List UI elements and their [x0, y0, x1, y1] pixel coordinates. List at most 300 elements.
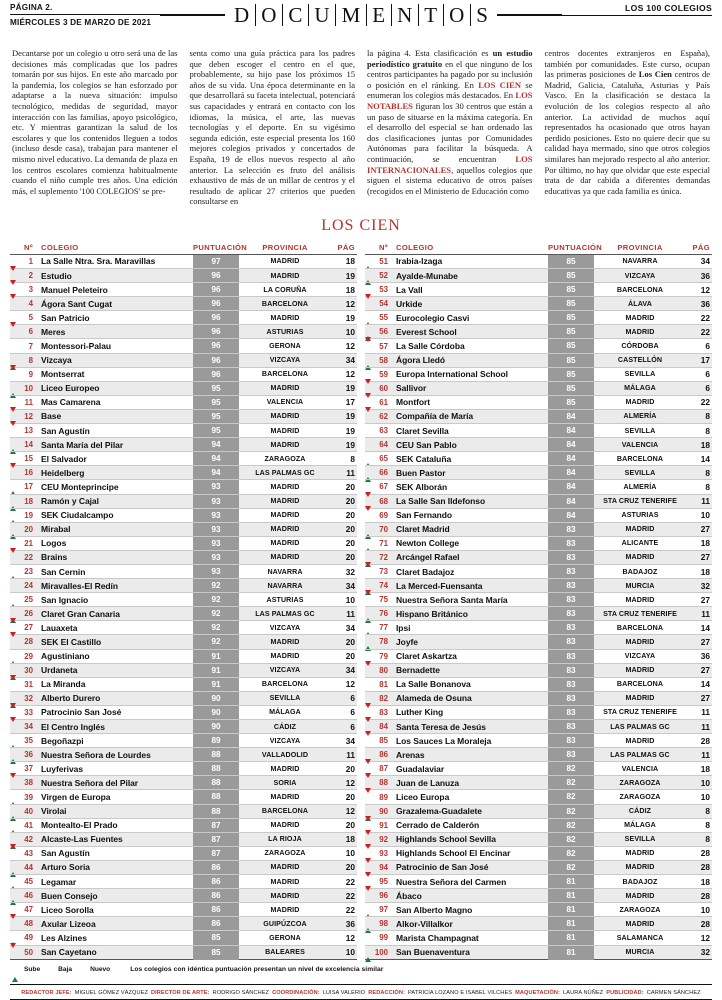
row-rank: 11 [24, 397, 33, 407]
table-row[interactable] [365, 832, 712, 846]
row-page: 20 [345, 763, 355, 774]
row-province: MADRID [625, 637, 655, 646]
row-trend-cell [10, 708, 19, 717]
table-row[interactable] [365, 310, 712, 324]
row-score: 92 [193, 593, 239, 607]
row-score: 93 [193, 523, 239, 537]
row-trend-cell [365, 778, 374, 787]
row-school-name: SEK El Castillo [41, 636, 102, 647]
row-rank: 10 [24, 383, 33, 393]
row-province: BADAJOZ [622, 567, 658, 576]
credit-val-3: LUISA VALERIO [322, 989, 366, 996]
row-trend-cell [10, 285, 19, 294]
row-trend-cell [10, 511, 19, 520]
table-row[interactable] [365, 663, 712, 677]
supplement-brand: LOS 100 COLEGIOS [562, 3, 712, 16]
row-school-name: Montealto-El Prado [41, 820, 118, 831]
row-rank: 63 [379, 426, 388, 436]
table-row[interactable] [365, 705, 712, 719]
row-page: 22 [700, 312, 710, 323]
table-row[interactable] [10, 818, 357, 832]
table-body-right [365, 254, 712, 959]
row-school-name: La Vall [396, 284, 423, 295]
table-row[interactable] [365, 451, 712, 465]
table-row[interactable] [10, 437, 357, 451]
row-rank: 62 [379, 411, 388, 421]
table-row[interactable] [365, 254, 712, 268]
row-trend-cell [365, 652, 374, 661]
row-trend-cell [10, 694, 19, 703]
row-rank: 54 [379, 299, 388, 309]
table-row[interactable] [365, 804, 712, 818]
row-school-name: Marista Champagnat [396, 932, 479, 943]
row-province: SEVILLA [624, 835, 656, 844]
credit-key-5: MAQUETACIÓN: [515, 989, 561, 996]
row-page: 10 [345, 848, 355, 859]
table-row[interactable] [10, 508, 357, 522]
row-school-name: Liceo Europa [396, 792, 450, 803]
table-row[interactable] [10, 550, 357, 564]
row-score: 83 [548, 734, 594, 748]
table-row[interactable] [10, 677, 357, 691]
row-trend-cell [365, 299, 374, 308]
table-row[interactable] [365, 324, 712, 338]
row-trend-cell [365, 623, 374, 632]
row-school-name: Grazalema-Guadalete [396, 806, 482, 817]
row-page: 14 [700, 679, 710, 690]
row-school-name: Nuestra Señora Santa María [396, 594, 508, 605]
table-row[interactable] [10, 409, 357, 423]
row-rank: 75 [379, 595, 388, 605]
table-row[interactable] [10, 761, 357, 775]
triangle-down-icon [365, 788, 371, 802]
row-score: 85 [193, 946, 239, 960]
table-row[interactable] [10, 254, 357, 268]
row-school-name: Montfort [396, 397, 431, 408]
table-row[interactable] [365, 296, 712, 310]
row-trend-cell [365, 511, 374, 520]
row-province: CASTELLÓN [617, 356, 663, 365]
row-rank: 51 [379, 256, 388, 266]
table-row[interactable] [10, 564, 357, 578]
table-row[interactable] [365, 465, 712, 479]
table-row[interactable] [10, 268, 357, 282]
table-row[interactable] [365, 381, 712, 395]
table-row[interactable] [10, 902, 357, 916]
row-rank: 39 [24, 792, 33, 802]
intro-c3-bold: un estudio periodístico gratuito [367, 48, 533, 69]
row-score: 83 [548, 650, 594, 664]
row-school-name: Meres [41, 326, 66, 337]
row-province: CÓRDOBA [621, 342, 659, 351]
table-row[interactable] [365, 945, 712, 959]
row-school-name: San Agustín [41, 425, 90, 436]
table-row[interactable] [365, 395, 712, 409]
row-school-name: Patrocinio de San José [396, 862, 489, 873]
table-row[interactable] [10, 324, 357, 338]
table-row[interactable] [10, 423, 357, 437]
row-trend-cell [10, 609, 19, 618]
row-page: 34 [700, 256, 710, 267]
row-province: MADRID [270, 440, 300, 449]
row-trend-cell [365, 948, 374, 957]
table-row[interactable] [365, 423, 712, 437]
row-province: CÁDIZ [273, 722, 297, 731]
row-province: ZARAGOZA [619, 778, 661, 787]
table-row[interactable] [365, 916, 712, 930]
row-score: 85 [548, 368, 594, 382]
row-province: ASTURIAS [266, 327, 304, 336]
table-row[interactable] [10, 578, 357, 592]
row-page: 28 [700, 735, 710, 746]
table-row[interactable] [365, 930, 712, 944]
row-school-name: Nuestra Señora de Lourdes [41, 749, 151, 760]
row-page: 19 [345, 312, 355, 323]
row-trend-cell [365, 342, 374, 351]
table-row[interactable] [365, 860, 712, 874]
row-trend-cell [365, 327, 374, 336]
row-score: 88 [193, 805, 239, 819]
row-score: 84 [548, 452, 594, 466]
triangle-down-icon [365, 590, 371, 604]
table-row[interactable] [365, 282, 712, 296]
table-row[interactable] [10, 930, 357, 944]
row-rank: 87 [379, 764, 388, 774]
row-school-name: Claret Gran Canaria [41, 608, 120, 619]
row-score: 81 [548, 917, 594, 931]
row-page: 8 [705, 467, 710, 478]
row-rank: 20 [24, 524, 33, 534]
table-row[interactable] [365, 353, 712, 367]
row-score: 85 [548, 325, 594, 339]
row-page: 27 [700, 594, 710, 605]
table-row[interactable] [10, 775, 357, 789]
table-row[interactable] [365, 338, 712, 352]
row-trend-cell [365, 525, 374, 534]
row-trend-cell [10, 933, 19, 942]
row-rank: 94 [379, 862, 388, 872]
row-school-name: Ágora Lledó [396, 355, 446, 366]
table-row[interactable] [365, 677, 712, 691]
table-row[interactable] [10, 310, 357, 324]
triangle-down-icon [365, 562, 371, 576]
intro-c3-e: se enumeran los colegios más destacados. En [367, 79, 533, 101]
table-row[interactable] [365, 874, 712, 888]
table-row[interactable] [365, 367, 712, 381]
table-row[interactable] [10, 649, 357, 663]
row-score: 83 [548, 565, 594, 579]
row-province: MURCIA [625, 948, 655, 957]
table-row[interactable] [10, 634, 357, 648]
row-page: 34 [345, 622, 355, 633]
table-row[interactable] [365, 606, 712, 620]
row-score: 96 [193, 368, 239, 382]
row-school-name: Claret Madrid [396, 524, 450, 535]
table-row[interactable] [365, 649, 712, 663]
table-row[interactable] [10, 465, 357, 479]
row-page: 11 [346, 749, 355, 760]
row-school-name: Mas Camarena [41, 397, 101, 408]
table-row[interactable] [365, 437, 712, 451]
row-score: 96 [193, 339, 239, 353]
row-page: 8 [350, 453, 355, 464]
table-row[interactable] [365, 789, 712, 803]
row-province: ALMERÍA [623, 482, 657, 491]
table-row[interactable] [365, 522, 712, 536]
row-school-name: Miravalles-El Redín [41, 580, 118, 591]
row-page: 20 [345, 862, 355, 873]
table-row[interactable] [10, 592, 357, 606]
row-province: MÁLAGA [269, 708, 301, 717]
table-row[interactable] [365, 818, 712, 832]
table-row[interactable] [365, 733, 712, 747]
row-trend-cell [10, 891, 19, 900]
masthead-letter-t-7: T [419, 4, 444, 26]
row-school-name: CEU Monteprincipe [41, 481, 119, 492]
row-score: 82 [548, 790, 594, 804]
table-row[interactable] [365, 719, 712, 733]
table-row[interactable] [365, 578, 712, 592]
table-row[interactable] [365, 620, 712, 634]
table-row[interactable] [10, 522, 357, 536]
row-rank: 88 [379, 778, 388, 788]
table-row[interactable] [10, 691, 357, 705]
row-trend-cell [365, 454, 374, 463]
row-rank: 56 [379, 327, 388, 337]
triangle-down-icon [10, 266, 16, 280]
row-rank: 21 [24, 538, 33, 548]
table-row[interactable] [365, 564, 712, 578]
row-province: VALENCIA [621, 764, 659, 773]
table-row[interactable] [365, 536, 712, 550]
row-trend-cell [10, 440, 19, 449]
row-page: 27 [700, 524, 710, 535]
ranking-table-right [365, 241, 712, 960]
table-row[interactable] [10, 747, 357, 761]
table-row[interactable] [10, 479, 357, 493]
row-school-name: Hispano Británico [396, 608, 468, 619]
row-score: 87 [193, 819, 239, 833]
row-province: MADRID [625, 863, 655, 872]
row-score: 83 [548, 692, 594, 706]
triangle-down-icon [46, 960, 55, 978]
row-score: 81 [548, 931, 594, 945]
row-page: 20 [345, 538, 355, 549]
table-row[interactable] [10, 353, 357, 367]
table-row[interactable] [365, 508, 712, 522]
row-school-name: Urdaneta [41, 665, 78, 676]
row-rank: 13 [24, 426, 33, 436]
row-school-name: Liceo Sorolla [41, 904, 94, 915]
table-row[interactable] [10, 296, 357, 310]
table-row[interactable] [10, 338, 357, 352]
table-row[interactable] [10, 860, 357, 874]
row-trend-cell [10, 482, 19, 491]
table-row[interactable] [10, 663, 357, 677]
table-row[interactable] [10, 367, 357, 381]
table-row[interactable] [10, 804, 357, 818]
table-row[interactable] [10, 705, 357, 719]
row-school-name: La Merced-Fuensanta [396, 580, 483, 591]
table-row[interactable] [365, 409, 712, 423]
row-score: 83 [548, 664, 594, 678]
row-rank: 29 [24, 651, 33, 661]
row-trend-cell [10, 722, 19, 731]
table-row[interactable] [10, 719, 357, 733]
row-rank: 2 [28, 271, 33, 281]
table-row[interactable] [365, 550, 712, 564]
table-row[interactable] [10, 916, 357, 930]
row-trend-cell [365, 736, 374, 745]
row-rank: 67 [379, 482, 388, 492]
row-school-name: San Ignacio [41, 594, 89, 605]
row-score: 84 [548, 424, 594, 438]
table-row[interactable] [10, 832, 357, 846]
row-page: 19 [345, 383, 355, 394]
row-score: 87 [193, 847, 239, 861]
row-page: 20 [345, 481, 355, 492]
table-row[interactable] [10, 451, 357, 465]
row-rank: 68 [379, 496, 388, 506]
row-school-name: Nuestra Señora del Carmen [396, 876, 507, 887]
row-rank: 38 [24, 778, 33, 788]
row-trend-cell [365, 539, 374, 548]
row-province: VALENCIA [621, 440, 659, 449]
table-row[interactable] [10, 494, 357, 508]
triangle-down-icon [10, 632, 16, 646]
row-school-name: Lauaxeta [41, 622, 78, 633]
row-score: 83 [548, 537, 594, 551]
row-score: 82 [548, 861, 594, 875]
row-score: 82 [548, 847, 594, 861]
row-score: 85 [193, 931, 239, 945]
table-row[interactable] [10, 620, 357, 634]
table-row[interactable] [365, 775, 712, 789]
table-row[interactable] [10, 789, 357, 803]
masthead-rule-right [497, 14, 562, 15]
table-row[interactable] [365, 761, 712, 775]
row-rank: 61 [379, 397, 388, 407]
intro-c3-a: la página 4. Esta clasificación es [367, 48, 493, 58]
row-province: LAS PALMAS GC [255, 468, 315, 477]
row-rank: 85 [379, 736, 388, 746]
table-row[interactable] [10, 536, 357, 550]
row-page: 22 [345, 890, 355, 901]
masthead-letter-n-6: N [392, 4, 419, 26]
row-school-name: Compañía de María [396, 411, 474, 422]
table-row[interactable] [10, 888, 357, 902]
intro-c3-losinternacionales: LOS INTERNACIONALES [367, 153, 533, 175]
legend-up-label: Sube [24, 965, 41, 973]
table-row[interactable] [365, 747, 712, 761]
table-row[interactable] [365, 846, 712, 860]
triangle-down-icon [365, 661, 371, 675]
table-row[interactable] [365, 888, 712, 902]
row-school-name: El Salvador [41, 453, 87, 464]
table-row[interactable] [10, 282, 357, 296]
row-score: 91 [193, 664, 239, 678]
row-school-name: La Salle Córdoba [396, 341, 465, 352]
row-rank: 46 [24, 891, 33, 901]
row-province: VIZCAYA [269, 736, 301, 745]
row-province: BARCELONA [616, 623, 664, 632]
row-page: 34 [345, 355, 355, 366]
row-rank: 57 [379, 341, 388, 351]
header-provincia: PROVINCIA [262, 242, 308, 252]
row-trend-cell [365, 666, 374, 675]
row-trend-cell [365, 398, 374, 407]
row-province: MADRID [270, 863, 300, 872]
row-rank: 19 [24, 510, 33, 520]
row-school-name: SEK Alborán [396, 481, 448, 492]
row-trend-cell [10, 863, 19, 872]
row-school-name: Patrocinio San José [41, 707, 122, 718]
triangle-down-icon [10, 280, 16, 294]
row-province: MADRID [625, 694, 655, 703]
row-score: 91 [193, 678, 239, 692]
table-row[interactable] [365, 691, 712, 705]
row-school-name: San Agustín [41, 848, 90, 859]
credit-key-1: REDACTOR JEFE: [21, 989, 72, 996]
table-row[interactable] [365, 902, 712, 916]
row-page: 12 [345, 369, 355, 380]
table-row[interactable] [10, 945, 357, 959]
row-page: 8 [705, 411, 710, 422]
table-row[interactable] [10, 395, 357, 409]
row-rank: 65 [379, 454, 388, 464]
table-row[interactable] [10, 733, 357, 747]
table-row[interactable] [365, 634, 712, 648]
row-rank: 92 [379, 834, 388, 844]
credit-key-4: REDACCIÓN: [368, 989, 405, 996]
triangle-down-icon [365, 759, 371, 773]
table-row[interactable] [365, 268, 712, 282]
row-score: 83 [548, 706, 594, 720]
table-row[interactable] [365, 494, 712, 508]
row-province: ÁLAVA [628, 299, 652, 308]
row-trend-cell [10, 919, 19, 928]
triangle-down-icon [10, 703, 16, 717]
row-school-name: Ábaco [396, 890, 422, 901]
table-row[interactable] [365, 592, 712, 606]
row-province: VIZCAYA [269, 623, 301, 632]
table-row[interactable] [10, 606, 357, 620]
table-row[interactable] [365, 479, 712, 493]
row-page: 34 [345, 665, 355, 676]
row-province: MADRID [270, 877, 300, 886]
row-page: 10 [700, 792, 710, 803]
row-trend-cell [10, 299, 19, 308]
row-rank: 45 [24, 877, 33, 887]
table-row[interactable] [10, 381, 357, 395]
table-row[interactable] [10, 874, 357, 888]
row-score: 86 [193, 903, 239, 917]
row-score: 95 [193, 396, 239, 410]
row-province: MADRID [625, 919, 655, 928]
row-province: MADRID [270, 553, 300, 562]
row-rank: 60 [379, 383, 388, 393]
row-rank: 50 [24, 947, 33, 957]
row-rank: 84 [379, 722, 388, 732]
row-school-name: Begoñazpi [41, 735, 84, 746]
row-score: 93 [193, 509, 239, 523]
row-province: MADRID [270, 313, 300, 322]
row-province: MADRID [625, 595, 655, 604]
row-rank: 12 [24, 411, 33, 421]
row-score: 83 [548, 621, 594, 635]
row-school-name: SEK Ciudalcampo [41, 510, 114, 521]
table-row[interactable] [10, 846, 357, 860]
